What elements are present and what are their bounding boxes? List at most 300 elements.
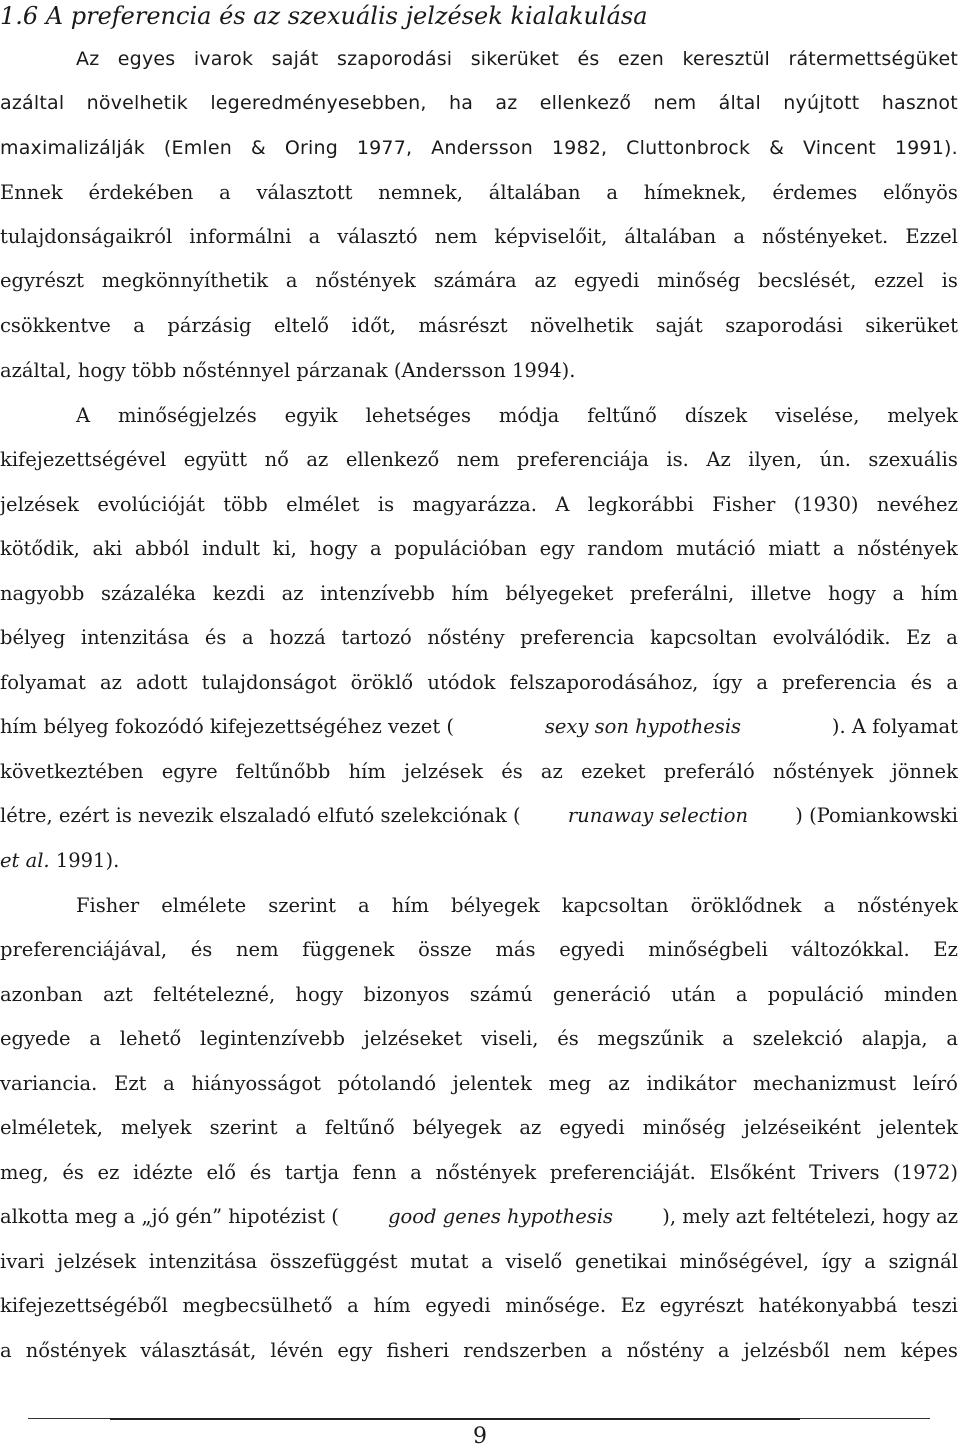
word: és [249,1161,272,1184]
word: preferencia [520,626,635,649]
word: hím [391,894,430,917]
word: által [718,92,761,114]
text-line [76,44,958,74]
word: kifejezettségével [0,448,167,471]
word: Ez [620,1294,646,1317]
word: több [223,493,268,516]
text-run: 1991). [49,849,120,872]
word: saját [271,48,319,70]
word: (Emlen [163,137,233,159]
word: Andersson [431,137,533,159]
word: hogy [295,983,344,1006]
word: minőségbeli [648,938,768,961]
text-line [76,891,958,921]
word: minden [884,983,958,1006]
text-line [0,668,958,698]
word: Az [76,48,100,70]
word: így [712,671,743,694]
word: Vincent [803,137,876,159]
word: csökkentve [0,314,111,337]
word: feltűnő [325,1116,395,1139]
word: elmélete [161,894,247,917]
word: a [756,671,769,694]
word: időt, [351,314,397,337]
word: jelentek [878,1116,958,1139]
word: hozzá [269,626,326,649]
word: szelekció [752,1027,843,1050]
word: elő [206,1161,237,1184]
word: nyújtott [783,92,860,114]
word: szaporodási [725,314,843,337]
text-line [0,1291,958,1321]
text-line [0,623,958,653]
word: más [495,938,536,961]
word: azáltal [0,92,65,114]
word: és [204,626,227,649]
word: előnyös [883,181,958,204]
word: intenzívebb [320,582,435,605]
word: populáció [767,983,864,1006]
section-heading: 1.6 A preferencia és az szexuális jelzések kialakulása [0,2,648,30]
word: hatékonyabbá [758,1294,898,1317]
text-run: hím bélyeg fokozódó kifejezettségéhez vezet ( [0,715,454,738]
word: genetikai [574,1250,667,1273]
word: jelzések [404,760,484,783]
word: variancia. [0,1072,98,1095]
word: hím [920,582,958,605]
word: (1972) [893,1161,958,1184]
word: jelentek [452,1072,532,1095]
word: alapja, [861,1027,928,1050]
word: ez [97,1161,120,1184]
word: preferáló [663,760,755,783]
word: generáció [552,983,651,1006]
word: nőstények [857,894,958,917]
word: nem [653,92,697,114]
word: pótolandó [337,1072,437,1095]
word: az [607,1072,630,1095]
word: bélyeg [0,626,66,649]
word: és [62,1161,84,1184]
text-line [76,401,958,431]
word: és [577,48,600,70]
text-run: létre, ezért is nevezik elszaladó elfutó szelekciónak ( [0,804,521,827]
word: becslését, [757,269,857,292]
text-line [0,133,958,163]
text-line [0,846,958,876]
word: ha [448,92,474,114]
word: az [534,269,557,292]
word: a [308,225,321,248]
word: lehetséges [365,404,471,427]
word: fisheri [386,1339,450,1362]
word: nőstények [772,760,874,783]
word: ivari [0,1250,45,1273]
word: 1982, [551,137,608,159]
word: nevéhez [876,493,958,516]
word: nem [434,225,478,248]
word: legintenzívebb [200,1027,346,1050]
word: párzásig [167,314,252,337]
word: megkönnyíthetik [101,269,269,292]
word: random [587,537,664,560]
italic-term: good genes hypothesis [388,1205,614,1228]
word: minősége. [505,1294,607,1317]
word: választott [256,181,353,204]
word: Trivers [809,1161,880,1184]
footer-rule-accent [110,1418,800,1420]
word: nőstények [435,1161,537,1184]
word: egyre [161,760,218,783]
word: a [832,537,845,560]
word: a [285,269,298,292]
word: preferenciája [516,448,649,471]
word: és [557,1027,579,1050]
word: képes [900,1339,958,1362]
word: számú [469,983,533,1006]
word: a [295,1116,308,1139]
word: aki [92,537,123,560]
word: össze [418,938,472,961]
word: egy [337,1339,373,1362]
word: hím [373,1294,411,1317]
word: szerint [209,1116,278,1139]
text-line [0,178,958,208]
word: legeredményesebben, [210,92,427,114]
word: mutáció [676,537,756,560]
word: azt [103,983,133,1006]
word: együtt [183,448,248,471]
text-line [0,534,958,564]
word: egyede [0,1027,71,1050]
word: növelhetik [86,92,188,114]
word: ezen [617,48,665,70]
word: egyedi [574,269,640,292]
word: jelzések [0,493,79,516]
word: A [76,404,91,427]
word: jelzéseiként [743,1116,861,1139]
word: a [347,1294,359,1317]
text-run: alkotta meg a „jó gén” hipotézist ( [0,1205,339,1228]
word: evolválódik. [772,626,891,649]
word: bizonyos [363,983,450,1006]
word: a [219,181,231,204]
word: ellenkező [539,92,632,114]
word: általában [624,225,717,248]
text-line [0,801,958,831]
word: a [864,1250,876,1273]
word: hogy [309,537,358,560]
word: abból [134,537,190,560]
word: jelzéseket [363,1027,463,1050]
word: nőstények [315,269,416,292]
text-line [0,1158,958,1188]
word: a [133,314,145,337]
word: bélyegek [451,894,540,917]
text-line [0,980,958,1010]
word: ún. [819,448,851,471]
word: tartozó [341,626,412,649]
word: ivarok [193,48,254,70]
word: szexuális [868,448,958,471]
word: maximalizálják [0,137,146,159]
word: nőstények [25,1339,127,1362]
word: hiányosságot [191,1072,321,1095]
text-line [0,757,958,787]
word: kapcsoltan [561,894,669,917]
word: az [495,92,518,114]
word: másrészt [418,314,508,337]
word: tulajdonságot [201,671,337,694]
text-line [0,1247,958,1277]
word: az [99,671,122,694]
text-line [0,311,958,341]
word: hímeknek, [643,181,747,204]
word: utódok [427,671,496,694]
word: saját [655,314,703,337]
word: szignál [888,1250,958,1273]
word: sikerüket [865,314,958,337]
word: a [823,894,836,917]
word: preferencia [782,671,897,694]
word: növelhetik [530,314,634,337]
word: sikerüket [470,48,560,70]
word: az [306,448,329,471]
word: ellenkező [345,448,440,471]
word: kezdi [212,582,265,605]
word: nem [843,1339,887,1362]
word: nem [236,938,279,961]
word: idézte [132,1161,193,1184]
word: felszaporodásához, [509,671,699,694]
page-number: 9 [473,1424,487,1449]
text-line [0,935,958,965]
word: tulajdonságaikról [0,225,173,248]
word: a [481,1250,493,1273]
word: egy [539,537,575,560]
word: kapcsoltan [650,626,758,649]
word: viselése, [775,404,860,427]
word: A [555,493,570,516]
word: kifejezettségéből [0,1294,168,1317]
word: hím [451,582,489,605]
word: az [540,760,563,783]
word: folyamat [0,671,86,694]
word: Cluttonbrock [626,137,751,159]
word: megbecsülhető [182,1294,333,1317]
word: nőstényeket. [762,225,889,248]
word: teszi [912,1294,958,1317]
word: öröklő [350,671,414,694]
word: a [163,1072,175,1095]
text-line [0,88,958,118]
word: és [501,760,523,783]
word: jönnek [891,760,958,783]
word: ezzel [874,269,924,292]
word: így [821,1250,852,1273]
word: a [946,1027,958,1050]
word: intenzitása [80,626,190,649]
word: a [369,537,382,560]
word: ki, [272,537,297,560]
word: nőstények [857,537,958,560]
word: díszek [684,404,748,427]
word: rátermettségüket [788,48,958,70]
word: egyik [284,404,338,427]
word: eltelő [273,314,330,337]
word: 1991). [894,137,958,159]
word: a [733,225,745,248]
word: mutat [410,1250,469,1273]
word: (1930) [793,493,859,516]
word: Ezt [114,1072,147,1095]
italic-term: runaway selection [567,804,749,827]
word: érdemes [772,181,858,204]
text-line [0,222,958,252]
word: lévén [270,1339,324,1362]
word: képviselőit, [494,225,608,248]
word: azonban [0,983,83,1006]
word: Ez [933,938,958,961]
word: változókkal. [791,938,910,961]
word: illetve [750,582,812,605]
word: jelzésből [743,1339,830,1362]
word: minőség [642,1116,726,1139]
word: meg [548,1072,592,1095]
word: rendszerben [463,1339,587,1362]
word: a [946,671,958,694]
text-line [0,579,958,609]
word: nemnek, [378,181,463,204]
word: öröklődnek [690,894,802,917]
word: nőstény [626,1339,704,1362]
word: a [606,181,619,204]
word: ezeket [580,760,646,783]
word: adott [135,671,188,694]
word: és [190,938,213,961]
word: meg, [0,1161,49,1184]
word: a [735,983,748,1006]
word: populációban [394,537,527,560]
word: preferenciáját. [549,1161,696,1184]
word: százaléka [100,582,197,605]
word: egyes [117,48,176,70]
word: lehető [119,1027,182,1050]
word: általában [488,181,581,204]
word: melyek [887,404,958,427]
text-run: ) (Pomiankowski [795,804,958,827]
word: érdekében [88,181,194,204]
word: elméletek, [0,1116,103,1139]
word: egyedi [425,1294,491,1317]
word: intenzitása [148,1250,258,1273]
word: összefüggést [269,1250,398,1273]
word: hogy [828,582,876,605]
italic-term: et al. [0,849,50,872]
word: & [769,137,785,159]
word: Az [706,448,731,471]
word: viseli, [480,1027,539,1050]
word: következtében [0,760,144,783]
word: Fisher [76,894,140,917]
word: a [946,626,958,649]
word: keresztül [682,48,771,70]
word: preferenciájával, [0,938,168,961]
word: a [358,894,370,917]
word: leíró [912,1072,958,1095]
word: Oring [284,137,338,159]
text-line [0,712,958,742]
word: indult [202,537,260,560]
word: számára [433,269,517,292]
text-line [0,266,958,296]
text-run: ), mely azt feltételezi, hogy az [662,1205,958,1228]
word: elmélet [286,493,360,516]
text-line [0,1202,958,1232]
word: szerint [268,894,337,917]
word: evolúcióját [97,493,205,516]
word: kötődik, [0,537,80,560]
word: az [519,1116,542,1139]
text-line [0,1336,958,1366]
word: mechanizmust [753,1072,897,1095]
text-line [0,1024,958,1054]
word: hasznot [881,92,958,114]
word: bélyegek [412,1116,502,1139]
word: fenn [352,1161,397,1184]
word: Fisher [712,493,776,516]
word: feltűnő [587,404,657,427]
word: az [281,582,304,605]
word: a [722,1027,734,1050]
word: Elsőként [709,1161,796,1184]
word: után [671,983,716,1006]
word: a [89,1027,102,1050]
word: viselő [505,1250,563,1273]
word: nagyobb [0,582,85,605]
text-line [0,445,958,475]
word: bélyegeket [505,582,614,605]
word: is [377,493,395,516]
text-line: azáltal, hogy több nősténnyel párzanak (Andersson 1994). [0,359,576,382]
word: minőség [657,269,741,292]
word: választó [337,225,418,248]
italic-term: sexy son hypothesis [544,715,742,738]
word: egyedi [559,1116,625,1139]
word: megszűnik [597,1027,704,1050]
word: is [941,269,958,292]
text-run: ). A folyamat [831,715,958,738]
word: melyek [120,1116,192,1139]
word: informálni [189,225,292,248]
word: a [242,626,254,649]
word: módja [498,404,560,427]
word: is. [666,448,689,471]
word: nem [456,448,500,471]
word: a [717,1339,730,1362]
word: minőségével, [679,1250,810,1273]
word: legkorábbi [587,493,694,516]
word: a [410,1161,422,1184]
word: indikátor [646,1072,737,1095]
word: függenek [302,938,395,961]
word: feltételezné, [153,983,276,1006]
word: nőstény [427,626,505,649]
word: a [600,1339,613,1362]
word: jelzések [57,1250,137,1273]
text-line [0,1113,958,1143]
word: Ezzel [905,225,958,248]
